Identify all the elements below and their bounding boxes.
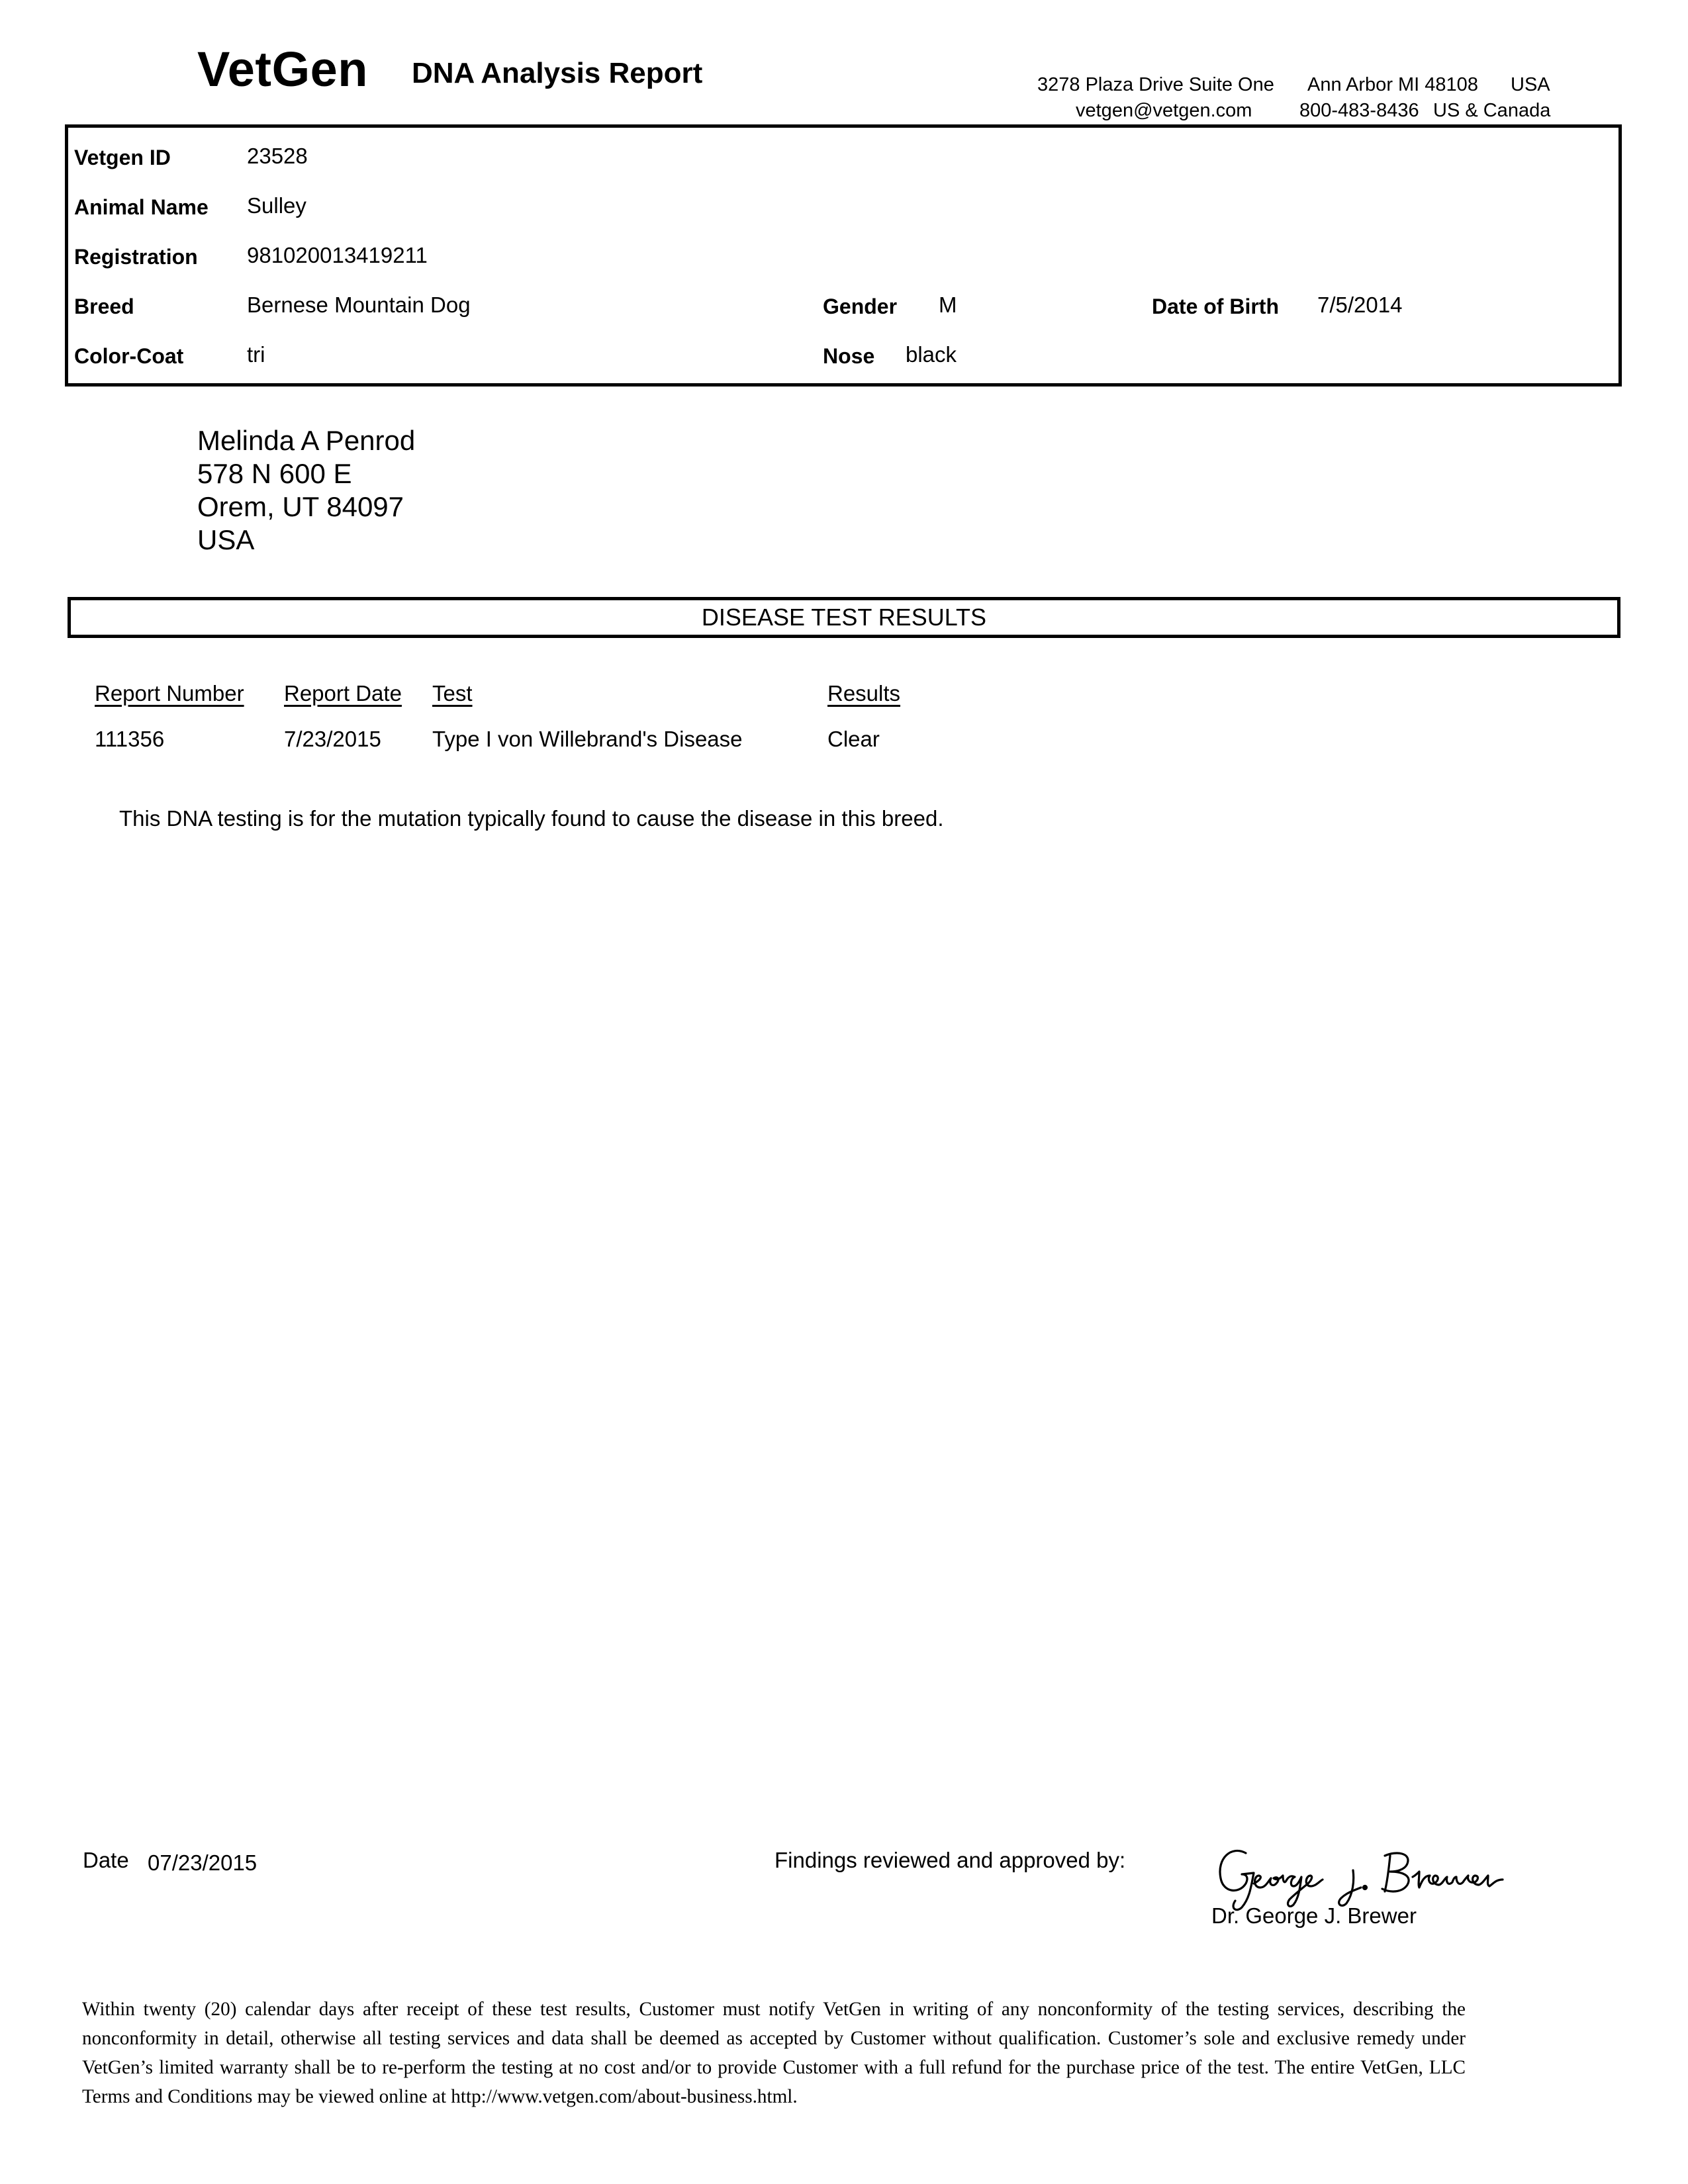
disclaimer-text: Within twenty (20) calendar days after receipt of these test results, Customer must notify VetGen in writing of any nonconformity of the testing services, describing the nonconformity in detail, otherwise all testing services and data shall be deemed as accepted by Customer without qualification. Customer’s sole and exclusive remedy under VetGen’s limited warranty shall be to re-perform the testing at no cost and/or to provide Customer with a full refund for the purchase price of the test. The entire VetGen, LLC Terms and Conditions may be viewed online at http://www.vetgen.com/about-business.html.: [82, 1999, 1466, 2107]
report-date-cell: 7/23/2015: [284, 727, 381, 751]
animal-name-label: Animal Name: [74, 195, 209, 219]
owner-name: Melinda A Penrod: [197, 425, 416, 456]
owner-country: USA: [197, 524, 255, 555]
color-coat-label: Color-Coat: [74, 344, 184, 368]
company-city: Ann Arbor MI 48108: [1307, 74, 1478, 95]
header-results: Results: [827, 681, 901, 705]
breed-label: Breed: [74, 295, 134, 318]
report-number-cell: 111356: [95, 727, 165, 751]
owner-city-state-zip: Orem, UT 84097: [197, 491, 404, 522]
result-cell: Clear: [827, 727, 880, 751]
disease-results-heading: DISEASE TEST RESULTS: [68, 597, 1620, 638]
nose-label: Nose: [823, 344, 875, 368]
header-test: Test: [432, 681, 473, 705]
animal-name-value: Sulley: [247, 193, 306, 218]
company-country: USA: [1511, 74, 1550, 95]
test-name-cell: Type I von Willebrand's Disease: [432, 727, 743, 751]
header-report-date: Report Date: [284, 681, 402, 705]
company-logo: VetGen: [197, 42, 368, 97]
signer-name: Dr. George J. Brewer: [1211, 1903, 1417, 1928]
company-address: 3278 Plaza Drive Suite One: [1037, 74, 1274, 95]
signature-image: [1211, 1840, 1509, 1913]
dob-value: 7/5/2014: [1317, 293, 1403, 317]
dob-label: Date of Birth: [1152, 295, 1279, 318]
company-phone-region: US & Canada: [1433, 100, 1551, 121]
registration-value: 981020013419211: [247, 243, 428, 267]
report-date-footer: 07/23/2015: [148, 1850, 258, 1875]
company-phone: 800-483-8436: [1299, 100, 1419, 121]
gender-value: M: [939, 293, 957, 317]
owner-street: 578 N 600 E: [197, 458, 352, 489]
report-title: DNA Analysis Report: [412, 57, 703, 89]
header-report-number: Report Number: [95, 681, 244, 705]
color-coat-value: tri: [247, 342, 265, 367]
vetgen-id-label: Vetgen ID: [74, 146, 171, 169]
gender-label: Gender: [823, 295, 898, 318]
registration-label: Registration: [74, 245, 198, 269]
nose-value: black: [906, 342, 957, 367]
vetgen-id-value: 23528: [247, 144, 308, 168]
breed-value: Bernese Mountain Dog: [247, 293, 471, 317]
testing-note: This DNA testing is for the mutation typically found to cause the disease in this breed.: [119, 806, 944, 831]
approval-label: Findings reviewed and approved by:: [774, 1848, 1126, 1872]
company-email: vetgen@vetgen.com: [1076, 100, 1252, 121]
date-label: Date: [83, 1848, 129, 1872]
